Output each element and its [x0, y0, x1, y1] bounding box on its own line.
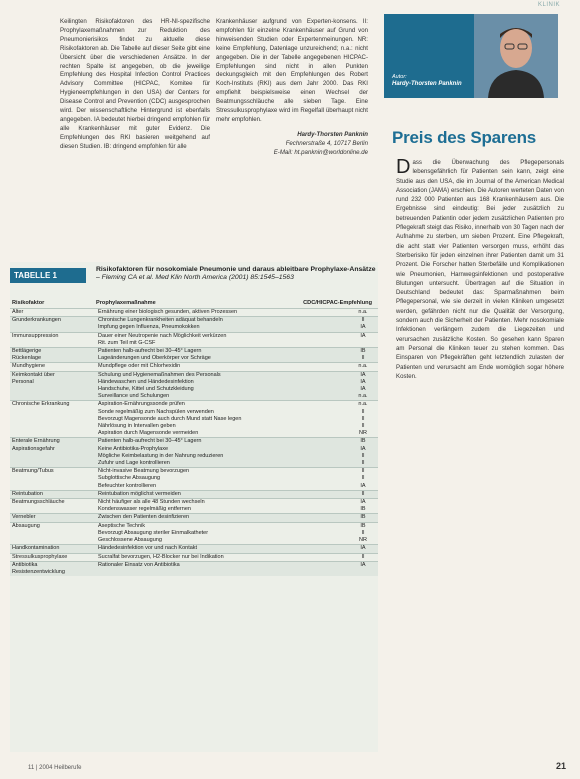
- risk-factor-line: Keimkontakt über: [12, 371, 55, 378]
- risk-factor-line: Personal: [12, 378, 34, 385]
- prophylaxis-measure-line: Nährlösung in Intervallen geben: [98, 423, 176, 430]
- recommendation-grade-line: IB: [360, 348, 366, 355]
- prophylaxis-measure-line: Zufuhr und Lage kontrollieren: [98, 460, 170, 467]
- header-factor: Risikofaktor: [12, 300, 45, 306]
- risk-factor: [10, 348, 96, 362]
- risk-factor: [10, 317, 96, 331]
- table-row: [10, 490, 378, 498]
- header-strip: [0, 0, 580, 12]
- header-grade: CDC/HICPAC-Empfehlung: [303, 299, 372, 306]
- prophylaxis-measure-line: Nicht häufiger als alle 48 Stunden wechseln: [98, 499, 205, 506]
- risk-factor-line: Enterale Ernährung: [12, 438, 60, 445]
- prophylaxis-measure-line: Mögliche Keimbelastung in der Nahrung reduzieren: [98, 452, 224, 459]
- prophylaxis-measure: [96, 514, 348, 521]
- prophylaxis-measure-line: Lageänderungen und Oberkörper vor Schräge: [98, 355, 211, 362]
- prophylaxis-measure-line: Patienten halb-aufrecht bei 30–45° Lagern: [98, 348, 202, 355]
- table-row: [10, 467, 378, 490]
- prophylaxis-measure: [96, 309, 348, 316]
- page-number: 21: [555, 761, 566, 771]
- table-header: [10, 262, 378, 290]
- risk-factor-line: Vernebler: [12, 514, 36, 521]
- paragraph: Krankenhäuser aufgrund von Experten-konsens. II: empfohlen für einzelne Krankenhäuser auf Grund von hinweisenden Studien oder Expertenmeinungen. NR: keine Empfehlung, Datenlage unzureichend; n.a.: nicht angegeben. Die in der Tabelle angegebenen HICPAC-Empfehlungen sind nicht in allen Punkten deckungsgleich mit den Empfehlungen des Robert Koch-Instituts (RKI) aus dem Jahr 2000. Das RKI empfiehlt beispielsweise einen Wechsel der Beatmungsschläuche alle sieben Tage. Eine Stressulkusprophylaxe wird im Regelfall überhaupt nicht mehr empfohlen.: [216, 18, 368, 123]
- risk-factor-line: Reintubation: [12, 490, 43, 497]
- recommendation-grade: [348, 317, 378, 331]
- recommendation-grade: [348, 401, 378, 437]
- prophylaxis-measure-line: Kondenswasser regelmäßig entfernen: [98, 506, 191, 513]
- prophylaxis-measure-line: Rationaler Einsatz von Antibiotika: [98, 561, 180, 568]
- signature-email: E-Mail: ht.panknin@worldonline.de: [273, 148, 368, 156]
- recommendation-grade-line: II: [361, 355, 365, 362]
- prophylaxis-measure-line: Subglottische Absaugung: [98, 475, 161, 482]
- prophylaxis-measure: [96, 523, 348, 545]
- section-tag: KLINIK: [537, 2, 560, 8]
- risk-factor: [10, 514, 96, 521]
- prophylaxis-measure-line: Geschlossene Absaugung: [98, 537, 162, 544]
- paragraph: Keilingten Risikofaktoren des HR-NI-spezifische Prophylaxemaßnahmen zur Reduktion des Pneumonierisikos findet zu aktuelle diese Risikofaktoren ab. Die Tabelle auf dieser Seite gibt eine Übersicht über die verschiedenen Ansätze. In der rechten Spalte ist angegeben, ob die jeweilige Empfehlung des Hospital Infection Control Practices Advisory Committee (HICPAC, Komitee für Hygieneempfehlungen in den USA) der Centers for Disease Control and Prevention (CDC) ausgesprochen wird. Der wissenschaftliche Hintergrund ist ebenfalls angegeben. IA bedeutet hierbei dringend empfohlen für alle Krankenhäuser mit guter Evidenz. Die Empfehlungen des RKI basieren weitgehend auf diesen Studien. IB: dringend empfohlen für alle: [60, 18, 210, 150]
- prophylaxis-measure-line: Bevorzugt Absaugung steriler Einmalkatheter: [98, 529, 209, 536]
- prophylaxis-measure: [96, 348, 348, 362]
- table-box: [10, 262, 378, 752]
- table-row: [10, 544, 378, 552]
- risk-factor-line: Mundhygiene: [12, 363, 46, 370]
- recommendation-grade-line: n.a.: [358, 393, 368, 400]
- risk-factor: [10, 523, 96, 545]
- risk-factor: [10, 309, 96, 316]
- recommendation-grade-line: II: [361, 452, 365, 459]
- table-row: [10, 308, 378, 316]
- risk-factor: [10, 401, 96, 437]
- recommendation-grade-line: II: [361, 529, 365, 536]
- prophylaxis-measure: [96, 401, 348, 437]
- recommendation-grade: [348, 372, 378, 401]
- risk-factor-line: Aspirationsgefahr: [12, 445, 55, 452]
- prophylaxis-measure-line: Aspiration durch Magensonde vermeiden: [98, 430, 199, 437]
- table-row: [10, 513, 378, 521]
- recommendation-grade: [348, 348, 378, 362]
- table-row: [10, 332, 378, 347]
- recommendation-grade: [348, 562, 378, 576]
- prophylaxis-measure-line: Dauer einer Neutropenie nach Möglichkeit verkürzen: [98, 332, 227, 339]
- sidebar-text: ass die Überwachung des Pflegepersonals lebensgefährlich für Patienten sein kann, zeigt eine Studie aus den USA, die im Journal of the American Medical Association (JAMA) erschien. Die Autoren werteten Daten von rund 232 000 Patienten aus 168 Krankenhäusern aus. Die Ergebnisse sind eindeutig: Bei jeder zusätzlich zu betreuenden Patientin oder jedem zusätzlichen Patienten pro Pflegekraft steigt das Risiko, innerhalb von 30 Tagen nach der Aufnahme zu sterben, um sieben Prozent. Eine Pflegekraft, die acht statt vier Patienten versorgen muss, erhöht das Sterberisiko für jeden einzelnen ihrer Patienten damit um 31 Prozent. Die Forscher hatten Sterbefälle und Komplikationen wie Pneumonien, Harnwegsinfektionen und postoperative Blutungen untersucht. Übertragen auf die Situation in Deutschland bedeutet das: Sparmaßnahmen beim Pflegepersonal, wie sie derzeit in vielen Kliniken umgesetzt werden, gefährden nicht nur die Qualität der Versorgung, sondern auch die Sicherheit der Patienten. Mehr nosokomiale Infektionen verlängern zudem die Liegezeiten und verursachen zusätzliche Kosten. So gesehen kann Sparen am Personal die Kliniken teuer zu stehen kommen. Das Einsparen von Pflegekräften geht letztendlich zulasten der Patienten und verursacht am Ende womöglich sogar höhere Kosten.: [396, 159, 564, 380]
- table-title: [96, 266, 376, 282]
- prophylaxis-measure: [96, 372, 348, 401]
- drop-cap: D: [396, 156, 411, 178]
- article-column-1: [60, 18, 210, 152]
- table-row: [10, 437, 378, 467]
- risk-factor: [10, 491, 96, 498]
- recommendation-grade-line: IA: [360, 371, 366, 378]
- recommendation-grade-line: II: [361, 460, 365, 467]
- prophylaxis-measure-line: Impfung gegen Influenza, Pneumokokken: [98, 324, 200, 331]
- recommendation-grade-line: IA: [360, 499, 366, 506]
- risk-factor-line: Grunderkrankungen: [12, 317, 61, 324]
- prophylaxis-measure: [96, 363, 348, 370]
- prophylaxis-measure: [96, 333, 348, 347]
- risk-factor-line: Absaugung: [12, 522, 40, 529]
- risk-factor: [10, 545, 96, 552]
- prophylaxis-measure-line: Befeuchter kontrollieren: [98, 482, 157, 489]
- risk-factor-line: Stressulkusprophylaxe: [12, 553, 68, 560]
- recommendation-grade-line: IB: [360, 522, 366, 529]
- risk-factor: [10, 438, 96, 467]
- table-row: [10, 498, 378, 513]
- recommendation-grade: [348, 523, 378, 545]
- risk-factor-line: Antibiotika: [12, 561, 38, 568]
- prophylaxis-measure-line: Mundpflege oder mit Chlorhexidin: [98, 363, 181, 370]
- recommendation-grade: [348, 514, 378, 521]
- prophylaxis-measure-line: Ernährung einer biologisch gesunden, aktiven Prozessen: [98, 309, 238, 315]
- recommendation-grade: [348, 363, 378, 370]
- recommendation-grade-line: II: [361, 423, 365, 430]
- footer-issue: 11 | 2004 Heilberufe: [28, 765, 82, 771]
- risk-factor-line: Rückenlage: [12, 355, 42, 362]
- sidebar-title: Preis des Sparens: [392, 128, 537, 147]
- risk-factor: [10, 562, 96, 576]
- prophylaxis-measure-line: Händewaschen und Händedesinfektion: [98, 378, 194, 385]
- table-row: [10, 522, 378, 545]
- table-row: [10, 371, 378, 401]
- recommendation-grade: [348, 309, 378, 316]
- prophylaxis-measure: [96, 491, 348, 498]
- table-source: – Fleming CA et al. Med Klin North America (2001) 85:1545–1563: [96, 274, 294, 282]
- table-row: [10, 316, 378, 331]
- signature-name: Hardy-Thorsten Panknin: [297, 130, 368, 138]
- table-row: [10, 553, 378, 561]
- prophylaxis-measure-line: Nicht-invasive Beatmung bevorzugen: [98, 468, 190, 475]
- risk-factor: [10, 554, 96, 561]
- prophylaxis-measure-line: Handschuhe, Kittel und Schutzkleidung: [98, 386, 194, 393]
- sidebar-column: [396, 158, 564, 381]
- table-row: [10, 362, 378, 370]
- recommendation-grade-line: IA: [360, 445, 366, 452]
- recommendation-grade-line: IA: [360, 561, 366, 568]
- recommendation-grade-line: n.a.: [358, 363, 368, 370]
- author-label: Autor:: [392, 74, 407, 80]
- recommendation-grade: [348, 499, 378, 513]
- recommendation-grade-line: II: [361, 553, 365, 560]
- prophylaxis-measure-line: Keine Antibiotika-Prophylaxe: [98, 445, 169, 452]
- recommendation-grade-line: II: [361, 317, 365, 324]
- table-body: [10, 308, 378, 576]
- signature-address: Fechnerstraße 4, 10717 Berlin: [285, 139, 368, 147]
- prophylaxis-measure: [96, 317, 348, 331]
- recommendation-grade-line: NR: [359, 430, 367, 437]
- recommendation-grade-line: n.a.: [358, 309, 368, 315]
- recommendation-grade-line: II: [361, 415, 365, 422]
- prophylaxis-measure-line: Schulung und Hygienemaßnahmen des Personals: [98, 371, 221, 378]
- prophylaxis-measure: [96, 562, 348, 576]
- risk-factor: [10, 468, 96, 490]
- risk-factor-line: Resistenzentwicklung: [12, 568, 65, 575]
- author-name: Hardy-Thorsten Panknin: [392, 81, 462, 87]
- prophylaxis-measure-line: Patienten halb-aufrecht bei 30–45° Lagern: [98, 438, 202, 445]
- recommendation-grade: [348, 545, 378, 552]
- recommendation-grade-line: II: [361, 475, 365, 482]
- recommendation-grade-line: II: [361, 468, 365, 475]
- author-photo: [474, 14, 558, 98]
- recommendation-grade: [348, 333, 378, 347]
- risk-factor: [10, 333, 96, 347]
- prophylaxis-measure: [96, 499, 348, 513]
- prophylaxis-measure-line: Sonde regelmäßig zum Nachspülen verwenden: [98, 408, 214, 415]
- table-row: [10, 561, 378, 576]
- table-title-text: Risikofaktoren für nosokomiale Pneumonie und daraus ableitbare Prophylaxe-Ansätze: [96, 266, 376, 273]
- risk-factor-line: Alter: [12, 309, 24, 315]
- signature: [216, 131, 368, 158]
- header-measure: Prophylaxemaßnahme: [96, 300, 156, 306]
- recommendation-grade: [348, 554, 378, 561]
- table-column-headers: [10, 292, 378, 306]
- recommendation-grade-line: IB: [360, 506, 366, 513]
- prophylaxis-measure: [96, 468, 348, 490]
- table-badge: TABELLE 1: [10, 268, 86, 283]
- risk-factor-line: Handkontamination: [12, 545, 60, 552]
- prophylaxis-measure-line: Aseptische Technik: [98, 522, 145, 529]
- recommendation-grade-line: IB: [360, 514, 366, 521]
- risk-factor-line: Chronische Erkrankung: [12, 401, 70, 408]
- risk-factor-line: Beatmungsschläuche: [12, 499, 65, 506]
- recommendation-grade-line: IA: [360, 482, 366, 489]
- author-caption: [392, 74, 462, 88]
- prophylaxis-measure-line: Reintubation möglichst vermeiden: [98, 490, 181, 497]
- recommendation-grade: [348, 491, 378, 498]
- article-column-2: [216, 18, 368, 158]
- recommendation-grade-line: IA: [360, 545, 366, 552]
- risk-factor-line: Immunsuppression: [12, 332, 59, 339]
- recommendation-grade-line: II: [361, 490, 365, 497]
- recommendation-grade-line: n.a.: [358, 401, 368, 408]
- prophylaxis-measure: [96, 438, 348, 467]
- recommendation-grade: [348, 438, 378, 467]
- risk-factor: [10, 499, 96, 513]
- risk-factor-line: Beatmung/Tubus: [12, 468, 54, 475]
- prophylaxis-measure: [96, 554, 348, 561]
- prophylaxis-measure-line: Rit. zum Teil mit G-CSF: [98, 339, 156, 346]
- recommendation-grade-line: IA: [360, 378, 366, 385]
- recommendation-grade-line: IA: [360, 332, 366, 339]
- table-row: [10, 347, 378, 362]
- prophylaxis-measure-line: Bevorzugt Magensonde auch durch Mund statt Nase legen: [98, 415, 242, 422]
- prophylaxis-measure-line: Aspiration-Ernährungssonde prüfen: [98, 401, 185, 408]
- table-row: [10, 400, 378, 437]
- recommendation-grade-line: IA: [360, 324, 366, 331]
- risk-factor: [10, 363, 96, 370]
- recommendation-grade-line: IA: [360, 386, 366, 393]
- recommendation-grade-line: NR: [359, 537, 367, 544]
- recommendation-grade-line: IB: [360, 438, 366, 445]
- risk-factor: [10, 372, 96, 401]
- prophylaxis-measure-line: Zwischen den Patienten desinfizieren: [98, 514, 190, 521]
- recommendation-grade: [348, 468, 378, 490]
- prophylaxis-measure-line: Händedesinfektion vor und nach Kontakt: [98, 545, 198, 552]
- prophylaxis-measure-line: Chronische Lungenkrankheiten adäquat behandeln: [98, 317, 223, 324]
- risk-factor-line: Bettlägerige: [12, 348, 42, 355]
- prophylaxis-measure-line: Sucralfat bevorzugen, H2-Blocker nur bei Indikation: [98, 553, 224, 560]
- prophylaxis-measure-line: Surveillance und Schulungen: [98, 393, 170, 400]
- recommendation-grade-line: II: [361, 408, 365, 415]
- prophylaxis-measure: [96, 545, 348, 552]
